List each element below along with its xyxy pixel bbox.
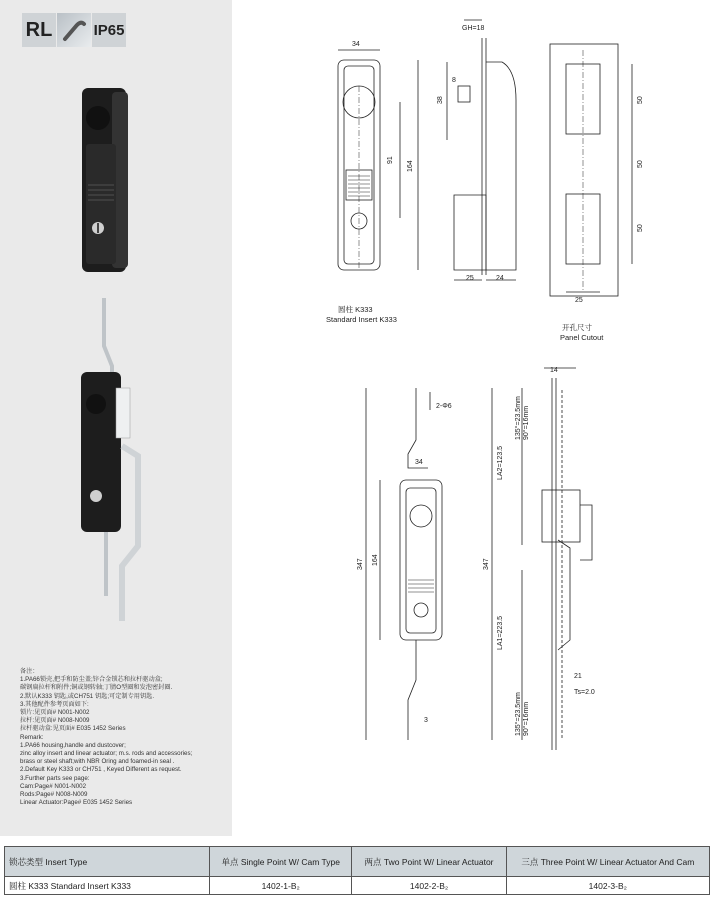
front-view xyxy=(338,50,418,270)
left-panel xyxy=(0,0,232,836)
notes-line: Linear Actuator:Page# E035 1452 Series xyxy=(20,799,133,807)
dim-rside-total: 347 xyxy=(483,558,490,570)
notes-line: 锁片:见页面# N001-N002 xyxy=(20,709,90,717)
dim-rside-top: 14 xyxy=(550,367,558,374)
dim-front-width: 34 xyxy=(352,41,360,48)
notes-line: brass or steel shaft;with NBR Oring and foamed-in seal . xyxy=(20,758,175,766)
notes-line: 拉杆驱动盒:见页面# E035 1452 Series xyxy=(20,725,126,733)
dim-front-h2: 164 xyxy=(407,160,414,172)
dim-cutout-w: 25 xyxy=(575,297,583,304)
notes-line: Remark: xyxy=(20,733,44,741)
col-insert-type: 锁芯类型 Insert Type xyxy=(5,847,210,877)
col-single-point: 单点 Single Point W/ Cam Type xyxy=(210,847,352,877)
cell-three: 1402-3-B₂ xyxy=(506,877,709,895)
front-caption-en: Standard Insert K333 xyxy=(326,315,397,324)
ip65-badge: IP65 xyxy=(92,13,126,47)
notes-line: 3.其他配件参考页面如下: xyxy=(20,700,89,708)
col-two-point: 两点 Two Point W/ Linear Actuator xyxy=(352,847,506,877)
notes-line: 2.Default Key K333 or CH751 , Keyed Different as request. xyxy=(20,766,182,774)
dim-rside-angbot2: 90°=16mm xyxy=(523,701,530,736)
dim-rside-w: 21 xyxy=(574,673,582,680)
dim-side-gh: GH=18 xyxy=(462,25,485,32)
notes-line: 2.默认K333 钥匙,或CH751 钥匙;可定制专用钥匙. xyxy=(20,692,155,700)
cutout-view xyxy=(550,44,632,296)
dim-rside-la1: LA1=223.5 xyxy=(497,615,504,650)
cell-single: 1402-1-B₂ xyxy=(210,877,352,895)
table-row xyxy=(5,877,710,895)
technical-drawing xyxy=(240,0,710,836)
notes-title: 备注： xyxy=(20,668,39,675)
dim-cutout-top: 50 xyxy=(637,96,644,104)
notes-line: Rods:Page# N008-N009 xyxy=(20,791,88,799)
spec-table xyxy=(4,846,710,895)
dim-rod-total: 347 xyxy=(357,558,364,570)
dim-side-d2: 24 xyxy=(496,275,504,282)
dim-cutout-mid: 50 xyxy=(637,160,644,168)
dim-side-hole: 8 xyxy=(452,77,456,84)
notes-line: 碳钢扁拉杆和附件;铜或钢转轴;丁腈O型圈和发泡密封圈. xyxy=(20,684,173,692)
cutout-caption-en: Panel Cutout xyxy=(560,333,604,342)
notes-line: 拉杆:见页面# N008-N009 xyxy=(20,717,90,725)
dim-rside-ts: Ts=2.0 xyxy=(574,689,595,696)
dim-rside-angtop2: 90°=16mm xyxy=(523,405,530,440)
dim-rod-w: 34 xyxy=(415,459,423,466)
front-caption-cn: 圆柱 K333 xyxy=(338,305,373,314)
notes-line: zinc alloy insert and linear actuator; m.s. rods and accessories; xyxy=(20,750,193,758)
notes xyxy=(20,668,225,807)
dim-side-d1: 25 xyxy=(466,275,474,282)
handle-icon xyxy=(57,13,91,47)
notes-line: 1.PA66锁壳,把手和防尘盖;锌合金锁芯和拉杆驱动盒; xyxy=(20,676,163,684)
notes-line: 1.PA66 housing,handle and dustcover; xyxy=(20,741,126,749)
table-header-row xyxy=(5,847,710,877)
lock-photo-single xyxy=(76,84,136,276)
notes-line: 3.Further parts see page: xyxy=(20,774,90,782)
notes-line: Cam:Page# N001-N002 xyxy=(20,782,87,790)
dim-rside-la2: LA2=123.5 xyxy=(497,445,504,480)
rl-badge: RL xyxy=(22,13,56,47)
lock-photo-rods xyxy=(76,296,146,628)
dim-rod-off: 3 xyxy=(424,717,428,724)
cell-two: 1402-2-B₂ xyxy=(352,877,506,895)
handle-icon-glyph xyxy=(59,15,89,45)
dim-rside-angtop1: 135°=23.5mm xyxy=(515,396,522,440)
dim-cutout-bot: 50 xyxy=(637,224,644,232)
dim-front-h1: 91 xyxy=(387,156,394,164)
cutout-caption-cn: 开孔尺寸 xyxy=(562,323,592,332)
col-three-point: 三点 Three Point W/ Linear Actuator And Cam xyxy=(506,847,709,877)
dim-rod-body: 164 xyxy=(372,554,379,566)
dim-rod-pin: 2-Φ6 xyxy=(436,403,452,410)
dim-rside-angbot1: 135°=23.5mm xyxy=(515,692,522,736)
dim-side-h: 38 xyxy=(437,96,444,104)
cell-insert: 圆柱 K333 Standard Insert K333 xyxy=(5,877,210,895)
side-view xyxy=(447,20,516,280)
